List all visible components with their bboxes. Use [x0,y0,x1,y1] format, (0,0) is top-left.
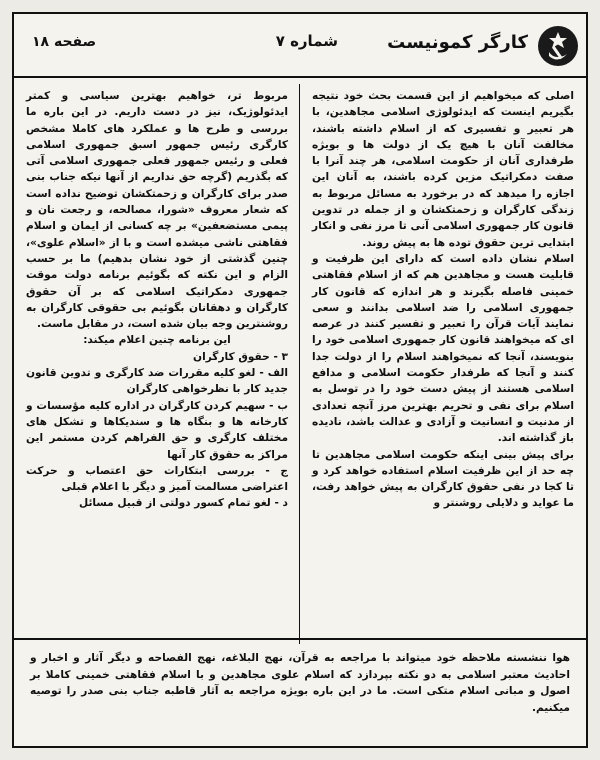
page-number: صفحه ۱۸ [32,34,97,50]
column-divider [299,84,300,644]
right-column [312,88,574,512]
section-heading: ۳ - حقوق کارگران [193,350,288,363]
paragraph: اسلام نشان داده است که دارای این ظرفیت و قابلیت هست و مجاهدین هم که از اسلام فقاهتی خمینی فاصله بگیرند و هر اندازه که قانون کار جمهوری اسلامی را ضد اسلامی بدانند و سعی نمایند آیات قرآن را تعبیر و تفسیر کنند در عرصه ای که میخواهند قانون کار جمهوری اسلامی خود را بنویسند، آنجا که نمیخواهند اسلام را از دولت جدا کنند و آنجا که طرفدار حکومت اسلامی و مدافع اسلامی هستند از پیش دست خود را در توسل به اسلام برای نفی و تحریم بهترین مرز آنچه تعدادی از مدنیت و انسانیت و آزادی و عدالت باشد، نادیده باز گذاشته اند. [312,252,574,445]
paragraph: برای پیش بینی اینکه حکومت اسلامی مجاهدین تا چه حد از این ظرفیت اسلام استفاده خواهد کرد و تا کجا در نفی حقوق کارگران به پیش خواهد رفت، ما عواید و دلایلی روشنتر و [312,448,574,510]
left-column [26,88,288,512]
issue-number: شماره ۷ [275,32,338,50]
list-item: ج - بررسی ابتکارات حق اعتصاب و حرکت اعتراضی مسالمت آمیز و دیگر با اعلام قبلی [26,464,288,494]
page [8,8,592,752]
list-item: الف - لغو کلیه مقررات ضد کارگری و تدوین قانون جدید کار با نظرخواهی کارگران [26,367,288,396]
footnote-text: هوا ننشسته ملاحظه خود میتواند با مراجعه به قرآن، نهج البلاغه، نهج الفصاحه و دیگر آثار و اخبار و احادیث معتبر اسلامی به دو نکته بپردازد که اسلام علوی مجاهدین و با اسلام فقاهتی خمینی کاملا بر اصول و مبانی اسلام متکی است. ما در این باره بویژه مراجعه به آثار قاطبه جناب بنی صدر را توصیه میکنیم. [30,652,570,714]
program-intro: این برنامه چنین اعلام میکند: [83,334,231,347]
article-body [14,76,586,636]
footnote-box [14,638,586,748]
masthead [14,14,586,78]
paragraph: اصلی که میخواهیم از این قسمت بحث خود نتیجه بگیریم اینست که ایدئولوژی اسلامی مجاهدین، با هر تعبیر و تفسیری که از اسلام داشته باشند، مخالفت آنان با هیچ یک از دولت ها و بویژه طرفداری آنان از حکومت اسلامی، هر چند آنرا با صفت دمکراتیک مزین کرده باشند، به آنان این اجازه را میدهد که در برخورد به مسائل مربوط به زندگی کارگران و زحمتکشان و از جمله در تدوین قانون کار جمهوری اسلامی آنی تا مرز نفی و انکار ابتدایی ترین حقوق توده ها به پیش روند. [312,90,574,249]
paragraph: مربوط تر، خواهیم بهترین سیاسی و کمتر ایدئولوژیک، نیز در دست داریم. در این باره ما بررسی و طرح ها و عملکرد های کاملا مشخص کارگری رئیس جمهور اسبق جمهوری اسلامی فعلی و رئیس جمهور فعلی جمهوری اسلامی آتی که بگذریم (گرچه حق نداریم از آنها نیکه جناب بنی صدر برای کارگران و زحمتکشان توضیح نداده است که شعار معروف «شورا، مصالحه، و رجعت نان و پیمی مستضعفین» بر چه کسانی از ایمان و اسلام فقاهتی ناشی میشده است و با از «اسلام علوی»، چنین گذشتی از خود نشان بدهیم) ما بر حسب الزام و این نکته که بگوئیم برنامه دولت موقت جمهوری دمکراتیک اسلامی که بر آن حقوق کارگران و دهقانان بگوئیم بی حقوقی کارگران به روشنترین وجه بیان شده است، در مقابل ماست. [26,90,288,331]
list-item: د - لغو تمام کسور دولتی از قبیل مسائل [78,497,288,510]
hammer-sickle-star-icon [536,24,580,68]
list-item: ب - سهیم کردن کارگران در اداره کلیه مؤسسات و کارخانه ها و بنگاه ها و سندیکاها و تشکل های مختلف کارگری و حق الفراهم کردن مستمر این مراکز به حقوق کار آنها [26,399,288,461]
publication-title: کارگر کمونیست [387,32,528,53]
page-frame [12,12,588,748]
